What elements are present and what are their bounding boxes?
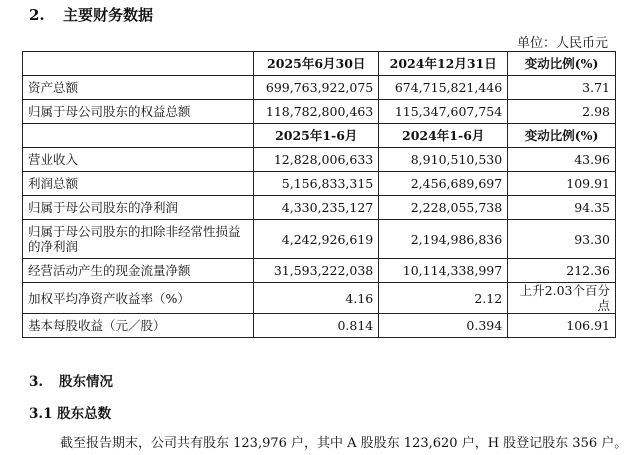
row-label-cell: 营业收入 (23, 148, 254, 172)
table-row (23, 314, 616, 338)
header-cell: 变动比例(%) (508, 52, 616, 76)
table-row (23, 148, 616, 172)
row-label-cell: 资产总额 (23, 76, 254, 100)
table-row (23, 196, 616, 220)
value-cell: 5,156,833,315 (254, 172, 379, 196)
currency-unit-note: 单位：人民币元 (516, 36, 608, 51)
value-cell: 2,194,986,836 (379, 220, 508, 259)
section-3-1-heading: 3.1 股东总数 (29, 406, 112, 422)
value-cell: 4,330,235,127 (254, 196, 379, 220)
row-label-cell: 基本每股收益（元／股） (23, 314, 254, 338)
section-2-heading (29, 4, 153, 25)
value-cell: 2.12 (379, 283, 508, 314)
header-cell (23, 52, 254, 76)
row-label-cell: 归属于母公司股东的净利润 (23, 196, 254, 220)
value-cell: 699,763,922,075 (254, 76, 379, 100)
section-2-number: 2. (29, 6, 45, 24)
value-cell: 94.35 (508, 196, 616, 220)
value-cell: 115,347,607,754 (379, 100, 508, 124)
value-cell: 8,910,510,530 (379, 148, 508, 172)
table-row (23, 283, 616, 314)
value-cell: 2,456,689,697 (379, 172, 508, 196)
value-cell: 106.91 (508, 314, 616, 338)
table-row (23, 220, 616, 259)
value-cell: 10,114,338,997 (379, 259, 508, 283)
section-3-heading (29, 370, 113, 390)
table-row (23, 172, 616, 196)
header-cell: 2025年6月30日 (254, 52, 379, 76)
table-row (23, 76, 616, 100)
financial-data-table (22, 51, 616, 338)
value-cell: 43.96 (508, 148, 616, 172)
section-3-number: 3. (29, 374, 44, 390)
table-header-row (23, 124, 616, 148)
value-cell: 上升2.03个百分点 (508, 283, 616, 314)
value-cell: 674,715,821,446 (379, 76, 508, 100)
shareholder-count-paragraph: 截至报告期末，公司共有股东 123,976 户，其中 A 股股东 123,620 户，H 股登记股东 356 户。 (60, 436, 628, 451)
value-cell: 3.71 (508, 76, 616, 100)
table-header-row (23, 52, 616, 76)
value-cell: 212.36 (508, 259, 616, 283)
value-cell: 4,242,926,619 (254, 220, 379, 259)
value-cell: 118,782,800,463 (254, 100, 379, 124)
value-cell: 0.814 (254, 314, 379, 338)
value-cell: 2.98 (508, 100, 616, 124)
header-cell: 2025年1-6月 (254, 124, 379, 148)
value-cell: 93.30 (508, 220, 616, 259)
value-cell: 4.16 (254, 283, 379, 314)
row-label-cell: 加权平均净资产收益率（%） (23, 283, 254, 314)
value-cell: 2,228,055,738 (379, 196, 508, 220)
row-label-cell: 归属于母公司股东的权益总额 (23, 100, 254, 124)
value-cell: 0.394 (379, 314, 508, 338)
header-cell (23, 124, 254, 148)
header-cell: 2024年12月31日 (379, 52, 508, 76)
row-label-cell: 经营活动产生的现金流量净额 (23, 259, 254, 283)
table-row (23, 100, 616, 124)
row-label-cell: 归属于母公司股东的扣除非经常性损益的净利润 (23, 220, 254, 259)
row-label-cell: 利润总额 (23, 172, 254, 196)
value-cell: 31,593,222,038 (254, 259, 379, 283)
value-cell: 109.91 (508, 172, 616, 196)
section-3-title: 股东情况 (59, 374, 113, 390)
value-cell: 12,828,006,633 (254, 148, 379, 172)
section-2-title: 主要财务数据 (63, 6, 154, 24)
header-cell: 变动比例(%) (508, 124, 616, 148)
header-cell: 2024年1-6月 (379, 124, 508, 148)
table-row (23, 259, 616, 283)
